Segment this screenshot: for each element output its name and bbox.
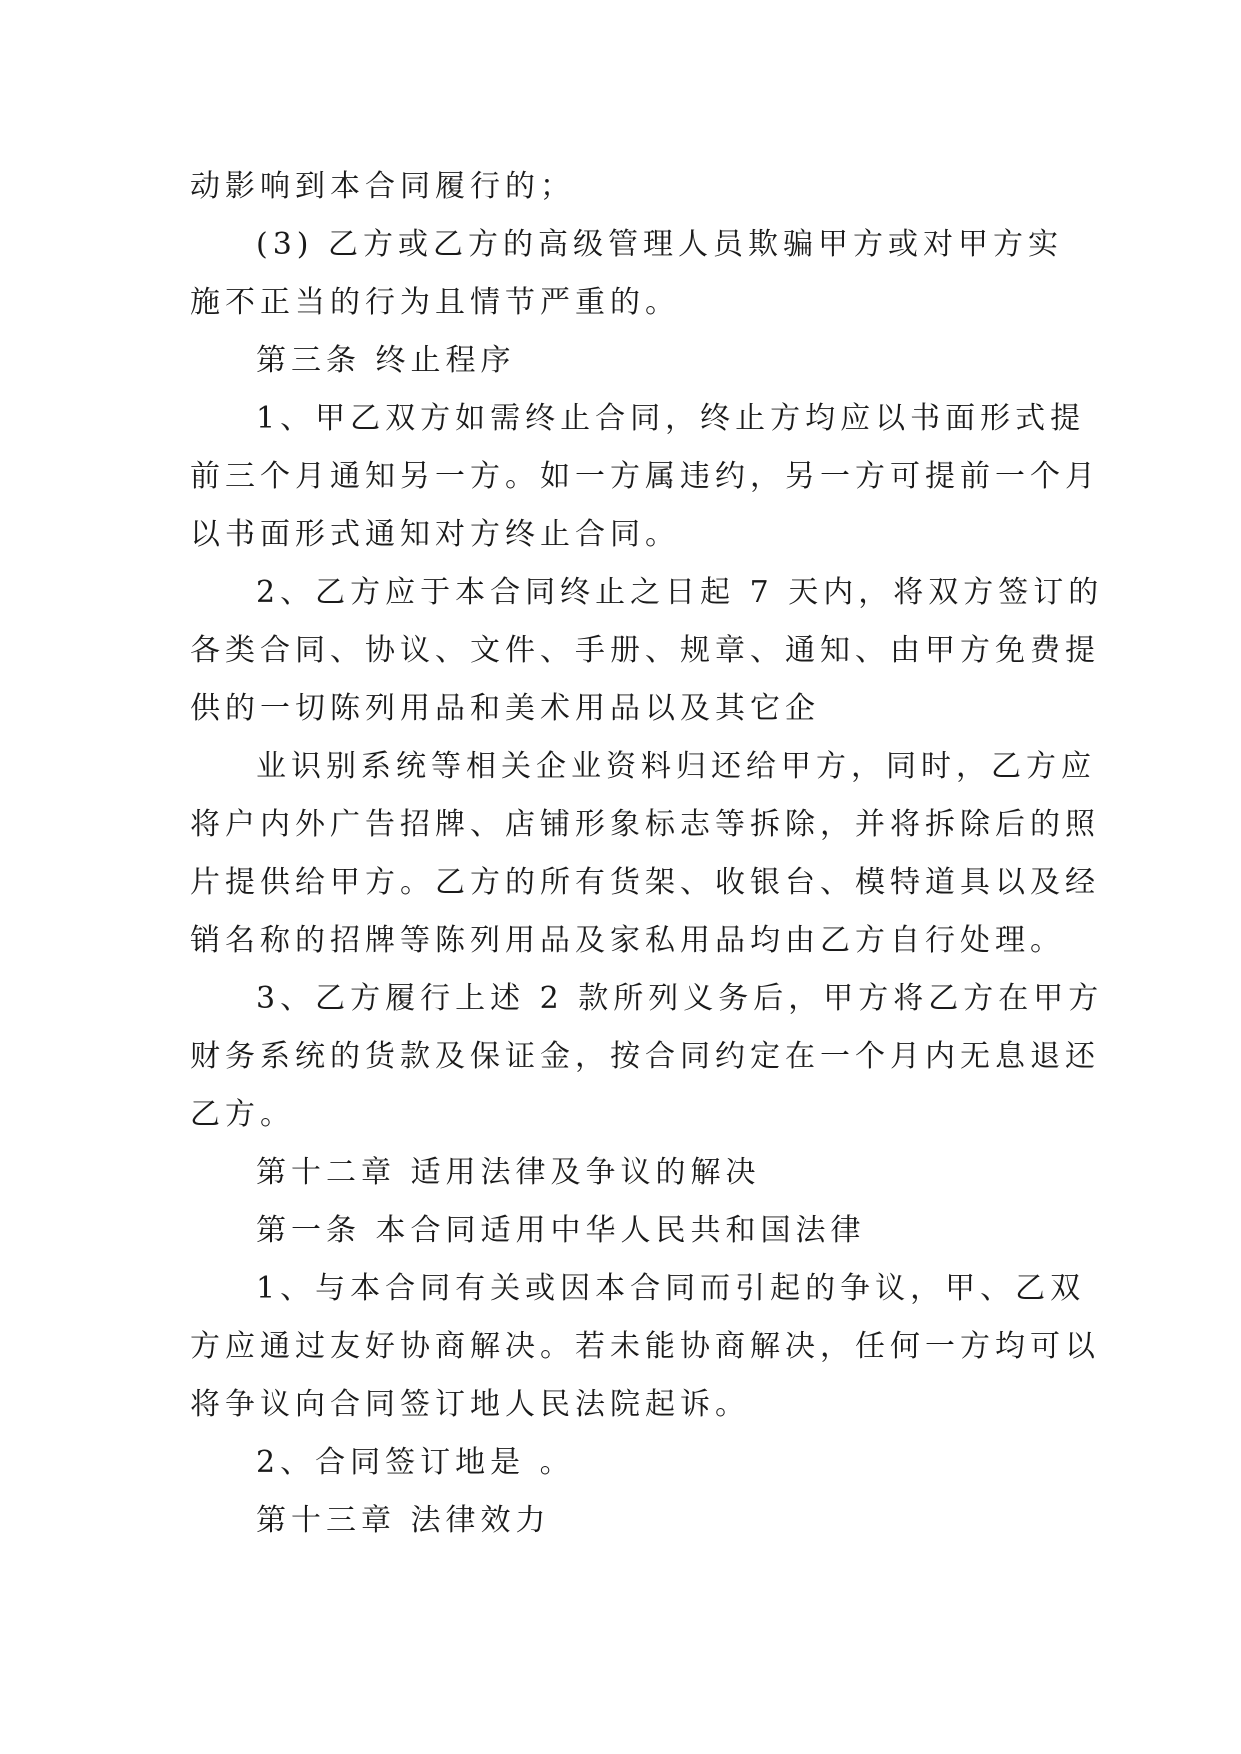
text-line: 销名称的招牌等陈列用品及家私用品均由乙方自行处理。 — [190, 923, 1065, 958]
text-line: (3) 乙方或乙方的高级管理人员欺骗甲方或对甲方实 — [256, 227, 1064, 262]
text-line: 3、乙方履行上述 2 款所列义务后，甲方将乙方在甲方 — [256, 981, 1104, 1016]
text-line: 第十三章 法律效力 — [256, 1503, 551, 1538]
document-body — [190, 158, 1104, 1550]
text-line: 供的一切陈列用品和美术用品以及其它企 — [190, 691, 820, 726]
text-line: 财务系统的货款及保证金，按合同约定在一个月内无息退还 — [190, 1039, 1100, 1074]
text-line: 第三条 终止程序 — [256, 343, 516, 378]
text-line: 1、与本合同有关或因本合同而引起的争议，甲、乙双 — [256, 1271, 1086, 1306]
text-line: 前三个月通知另一方。如一方属违约，另一方可提前一个月 — [190, 459, 1100, 494]
text-line: 1、甲乙双方如需终止合同，终止方均应以书面形式提 — [256, 401, 1086, 436]
text-line: 第十二章 适用法律及争议的解决 — [256, 1155, 761, 1190]
text-line: 片提供给甲方。乙方的所有货架、收银台、模特道具以及经 — [190, 865, 1100, 900]
text-line: 2、乙方应于本合同终止之日起 7 天内，将双方签订的 — [256, 575, 1104, 610]
text-line: 第一条 本合同适用中华人民共和国法律 — [256, 1213, 866, 1248]
text-line: 动影响到本合同履行的； — [190, 169, 575, 204]
text-line: 方应通过友好协商解决。若未能协商解决，任何一方均可以 — [190, 1329, 1100, 1364]
text-line: 以书面形式通知对方终止合同。 — [190, 517, 680, 552]
text-line: 各类合同、协议、文件、手册、规章、通知、由甲方免费提 — [190, 633, 1100, 668]
text-line: 乙方。 — [190, 1097, 295, 1132]
text-line: 将户内外广告招牌、店铺形象标志等拆除，并将拆除后的照 — [190, 807, 1100, 842]
text-line: 业识别系统等相关企业资料归还给甲方，同时，乙方应 — [256, 749, 1096, 784]
text-line: 2、合同签订地是 。 — [256, 1445, 575, 1480]
text-line: 施不正当的行为且情节严重的。 — [190, 285, 680, 320]
text-line: 将争议向合同签订地人民法院起诉。 — [190, 1387, 750, 1422]
